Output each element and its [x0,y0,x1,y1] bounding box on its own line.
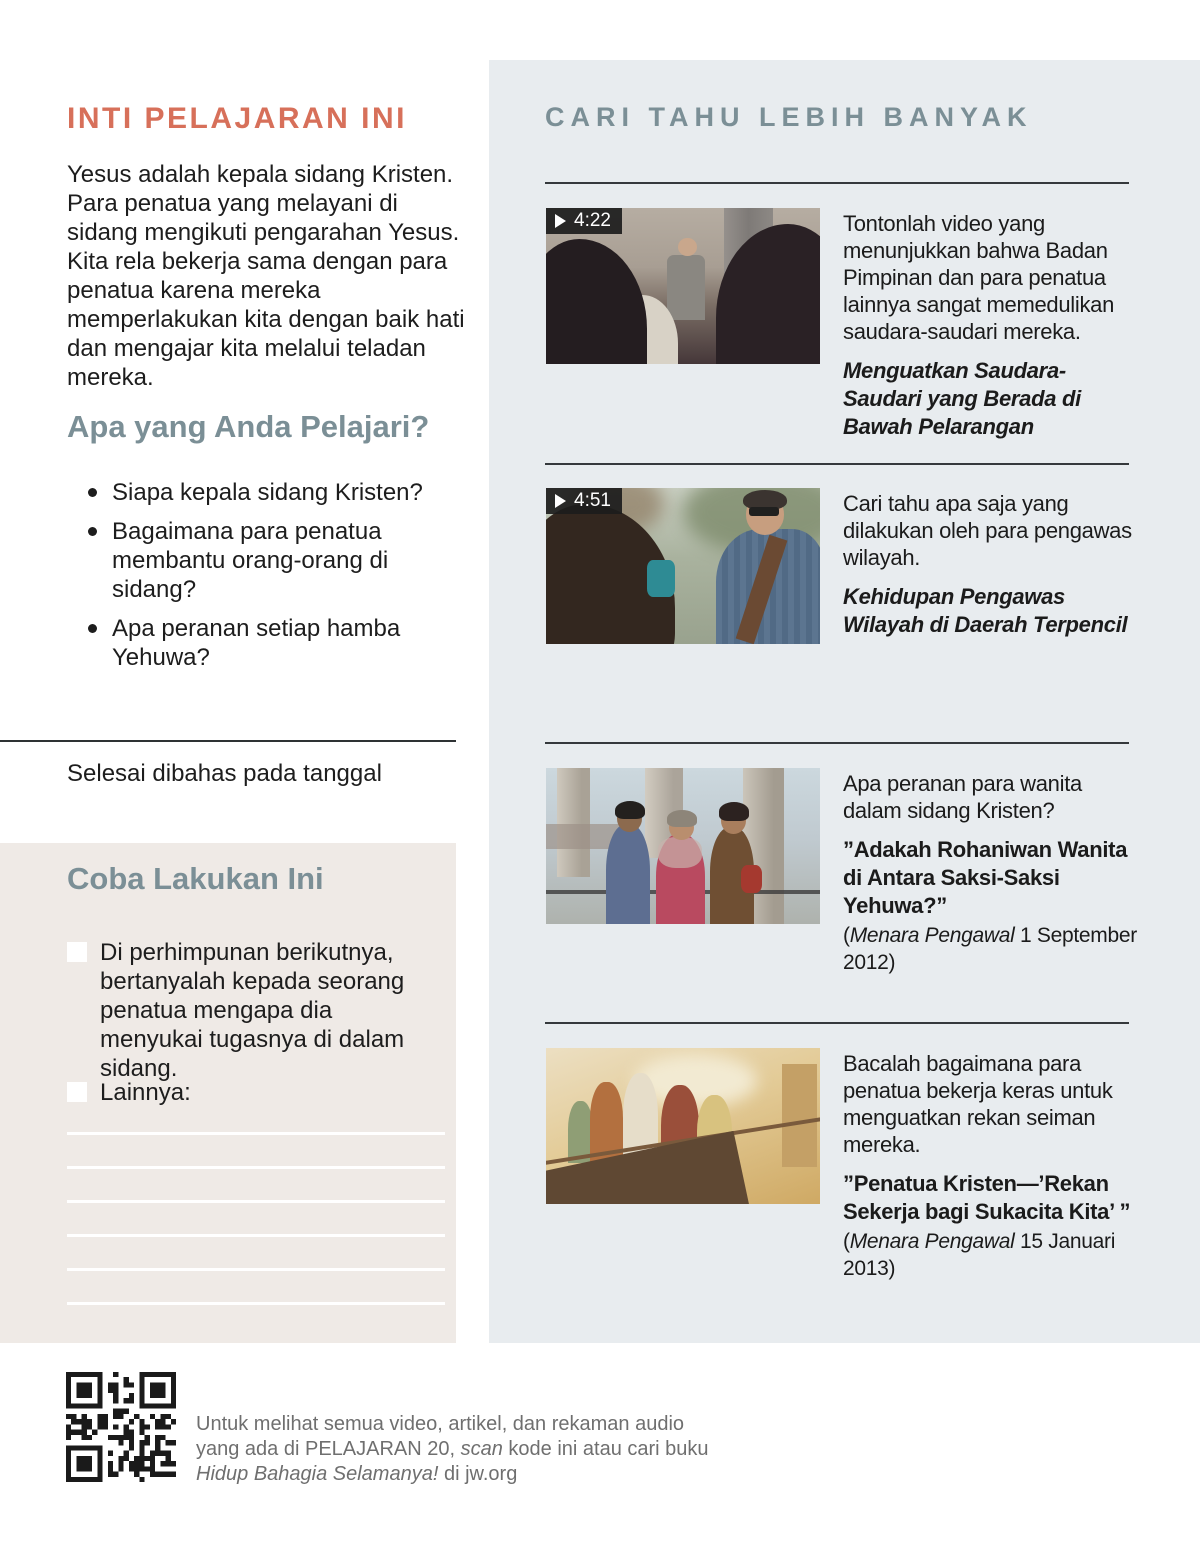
source-date: 1 September 2012) [843,924,1137,974]
answer-line[interactable] [67,1132,445,1135]
qr-caption-line3-end: di jw.org [438,1463,518,1485]
source-open: ( [843,1230,850,1253]
source-open: ( [843,924,850,947]
media-item-title: Kehidupan Pengawas Wilayah di Daerah Terpencil [843,584,1128,637]
media-item-text [843,490,1143,639]
thumbnail-art [782,1064,818,1167]
lesson-summary-paragraph: Yesus adalah kepala sidang Kristen. Para penatua yang melayani di sidang mengikuti pengarahan Yesus. Kita rela bekerja sama dengan para penatua karena mereka memperlakukan kita dengan baik hati dan mengajar kita melalui teladan mereka. [67,161,465,391]
list-item [88,478,460,507]
divider [545,1022,1129,1024]
media-item-title: ”Penatua Kristen—’Rekan Sekerja bagi Sukacita Kita’ ” [843,1171,1131,1224]
completion-date-label: Selesai dibahas pada tanggal [67,760,382,787]
divider [0,740,456,742]
media-item-description: Apa peranan para wanita dalam sidang Kristen? [843,771,1082,823]
review-question: Apa peranan setiap hamba Yehuwa? [112,615,401,671]
video-thumbnail-circuit-overseer[interactable] [546,488,820,644]
writing-lines [67,1132,445,1336]
try-this-heading: Coba Lakukan Ini [67,861,324,896]
source-date: 15 Januari 2013) [843,1230,1116,1280]
review-question: Bagaimana para penatua membantu orang-orang di sidang? [112,518,389,603]
qr-code [66,1372,176,1482]
find-out-more-heading: CARI TAHU LEBIH BANYAK [545,102,1033,132]
bullet-icon [88,488,97,497]
source-publication: Menara Pengawal [849,924,1015,947]
media-item-title: ”Adakah Rohaniwan Wanita di Antara Saksi-Saksi Yehuwa?” [843,837,1128,918]
article-image-ship-painting [546,1048,820,1204]
thumbnail-art [678,238,697,257]
divider [545,182,1129,184]
video-duration: 4:22 [574,210,611,231]
lesson-core-heading: INTI PELAJARAN INI [67,102,408,135]
list-item [88,614,460,672]
thumbnail-art [647,560,674,597]
thumbnail-art [546,239,647,364]
checkbox[interactable] [67,1082,87,1102]
qr-caption-scan-word: scan [460,1438,503,1460]
thumbnail-art [667,255,705,321]
qr-caption-line2: yang ada di PELAJARAN 20, [196,1438,461,1460]
qr-caption-book-title: Hidup Bahagia Selamanya! [196,1463,439,1485]
thumbnail-art [667,810,697,827]
review-question-list [88,478,460,672]
media-item-title: Menguatkan Saudara-Saudari yang Berada di Bawah Pelarangan [843,358,1081,439]
divider [545,463,1129,465]
answer-line[interactable] [67,1302,445,1305]
media-item-description: Cari tahu apa saja yang dilakukan oleh para pengawas wilayah. [843,491,1132,570]
answer-line[interactable] [67,1166,445,1169]
video-duration-badge [546,488,622,514]
answer-line[interactable] [67,1200,445,1203]
try-this-item: Di perhimpunan berikutnya, bertanyalah kepada seorang penatua mengapa dia menyukai tugasnya di dalam sidang. [100,939,405,1082]
media-item-text [843,770,1143,976]
video-thumbnail-meeting[interactable] [546,208,820,364]
media-item-description: Bacalah bagaimana para penatua bekerja keras untuk menguatkan rekan seiman mereka. [843,1051,1113,1157]
list-item [88,517,460,604]
thumbnail-art [606,824,650,924]
qr-caption-line2-end: kode ini atau cari buku [502,1438,709,1460]
answer-line[interactable] [67,1234,445,1237]
video-duration-badge [546,208,622,234]
thumbnail-art [741,865,763,893]
answer-line[interactable] [67,1268,445,1271]
media-item-source [843,1228,1143,1282]
find-out-more-panel [489,60,1200,1343]
media-item-description: Tontonlah video yang menunjukkan bahwa Badan Pimpinan dan para penatua lainnya sangat memedulikan saudara-saudari mereka. [843,211,1115,344]
thumbnail-art [719,802,749,821]
media-item-source [843,922,1143,976]
article-image-women-columns [546,768,820,924]
source-publication: Menara Pengawal [849,1230,1015,1253]
try-this-item-other-label: Lainnya: [100,1079,191,1106]
media-item-text [843,1050,1143,1282]
review-question: Siapa kepala sidang Kristen? [112,479,423,506]
thumbnail-art [749,507,779,516]
bullet-icon [88,527,97,536]
video-duration: 4:51 [574,490,611,511]
thumbnail-art [658,837,702,868]
thumbnail-art [615,801,645,820]
bullet-icon [88,624,97,633]
checkbox[interactable] [67,942,87,962]
media-item-text [843,210,1143,441]
thumbnail-art [557,768,590,877]
qr-caption [196,1412,756,1487]
divider [545,742,1129,744]
play-icon [555,214,566,228]
what-you-learned-heading: Apa yang Anda Pelajari? [67,409,430,444]
play-icon [555,494,566,508]
qr-caption-line1: Untuk melihat semua video, artikel, dan rekaman audio [196,1413,685,1435]
try-this-panel [0,843,456,1343]
